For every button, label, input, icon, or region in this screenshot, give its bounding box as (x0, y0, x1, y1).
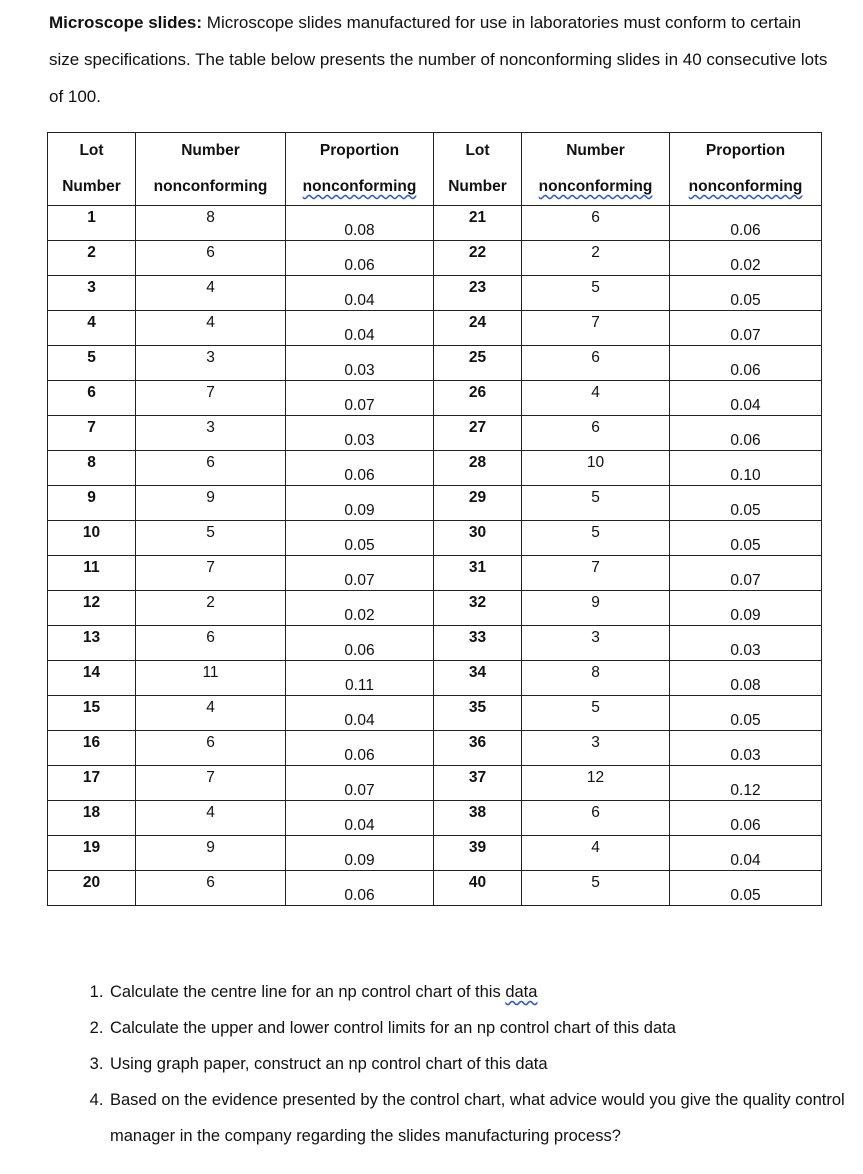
proportion-nonconforming-cell: 0.05 (670, 486, 822, 521)
number-nonconforming-cell: 6 (522, 206, 670, 241)
proportion-nonconforming-cell: 0.05 (670, 696, 822, 731)
proportion-nonconforming-cell: 0.06 (670, 206, 822, 241)
lot-number-cell: 26 (434, 381, 522, 416)
table-body (48, 206, 822, 906)
proportion-nonconforming-cell: 0.11 (286, 661, 434, 696)
question-1-underlined-word: data (505, 983, 538, 1001)
header-lot-number: Lot Number (48, 133, 136, 206)
lot-number-cell: 14 (48, 661, 136, 696)
proportion-nonconforming-cell: 0.04 (286, 801, 434, 836)
lot-number-cell: 2 (48, 241, 136, 276)
table-row (48, 276, 822, 311)
header-number-nonconforming: Number nonconforming (136, 133, 286, 206)
number-nonconforming-cell: 3 (136, 346, 286, 381)
table-header-row (48, 133, 822, 206)
number-nonconforming-cell: 4 (136, 311, 286, 346)
proportion-nonconforming-cell: 0.07 (286, 766, 434, 801)
proportion-nonconforming-cell: 0.09 (286, 836, 434, 871)
lot-number-cell: 9 (48, 486, 136, 521)
table-row (48, 521, 822, 556)
table-row (48, 486, 822, 521)
proportion-nonconforming-cell: 0.03 (670, 731, 822, 766)
proportion-nonconforming-cell: 0.05 (286, 521, 434, 556)
number-nonconforming-cell: 8 (136, 206, 286, 241)
proportion-nonconforming-cell: 0.08 (286, 206, 434, 241)
lot-number-cell: 39 (434, 836, 522, 871)
lot-number-cell: 37 (434, 766, 522, 801)
lot-number-cell: 25 (434, 346, 522, 381)
number-nonconforming-cell: 9 (136, 836, 286, 871)
slides-table (47, 132, 822, 906)
proportion-nonconforming-cell: 0.06 (670, 801, 822, 836)
number-nonconforming-cell: 10 (522, 451, 670, 486)
lot-number-cell: 20 (48, 871, 136, 906)
lot-number-cell: 8 (48, 451, 136, 486)
lot-number-cell: 21 (434, 206, 522, 241)
lot-number-cell: 1 (48, 206, 136, 241)
number-nonconforming-cell: 4 (136, 801, 286, 836)
lot-number-cell: 29 (434, 486, 522, 521)
number-nonconforming-cell: 4 (522, 381, 670, 416)
proportion-nonconforming-cell: 0.03 (286, 416, 434, 451)
number-nonconforming-cell: 3 (522, 731, 670, 766)
question-item: 2. Calculate the upper and lower control limits for an np control chart of this data (108, 1010, 863, 1046)
table-row (48, 731, 822, 766)
table-row (48, 626, 822, 661)
proportion-nonconforming-cell: 0.05 (670, 871, 822, 906)
lot-number-cell: 36 (434, 731, 522, 766)
question-item: 3. Using graph paper, construct an np control chart of this data (108, 1046, 863, 1082)
table-row (48, 591, 822, 626)
number-nonconforming-cell: 4 (522, 836, 670, 871)
table-row (48, 766, 822, 801)
lot-number-cell: 31 (434, 556, 522, 591)
lot-number-cell: 38 (434, 801, 522, 836)
table-row (48, 451, 822, 486)
number-nonconforming-cell: 7 (136, 766, 286, 801)
number-nonconforming-cell: 4 (136, 696, 286, 731)
proportion-nonconforming-cell: 0.04 (670, 836, 822, 871)
proportion-nonconforming-cell: 0.02 (670, 241, 822, 276)
question-list (80, 974, 863, 1154)
lot-number-cell: 11 (48, 556, 136, 591)
table-row (48, 801, 822, 836)
lot-number-cell: 19 (48, 836, 136, 871)
table-row (48, 346, 822, 381)
proportion-nonconforming-cell: 0.03 (670, 626, 822, 661)
lot-number-cell: 12 (48, 591, 136, 626)
number-nonconforming-cell: 6 (522, 416, 670, 451)
number-nonconforming-cell: 9 (136, 486, 286, 521)
number-nonconforming-cell: 4 (136, 276, 286, 311)
number-nonconforming-cell: 2 (522, 241, 670, 276)
lot-number-cell: 33 (434, 626, 522, 661)
table-row (48, 836, 822, 871)
lot-number-cell: 3 (48, 276, 136, 311)
number-nonconforming-cell: 7 (136, 556, 286, 591)
lot-number-cell: 23 (434, 276, 522, 311)
number-nonconforming-cell: 2 (136, 591, 286, 626)
number-nonconforming-cell: 6 (136, 731, 286, 766)
proportion-nonconforming-cell: 0.04 (286, 696, 434, 731)
number-nonconforming-cell: 7 (136, 381, 286, 416)
number-nonconforming-cell: 3 (136, 416, 286, 451)
number-nonconforming-cell: 6 (136, 241, 286, 276)
header-proportion-nonconforming-2: Proportion nonconforming (670, 133, 822, 206)
number-nonconforming-cell: 9 (522, 591, 670, 626)
proportion-nonconforming-cell: 0.06 (286, 871, 434, 906)
table-row (48, 311, 822, 346)
intro-bold-label: Microscope slides: (49, 13, 203, 32)
proportion-nonconforming-cell: 0.12 (670, 766, 822, 801)
table-row (48, 381, 822, 416)
proportion-nonconforming-cell: 0.04 (286, 311, 434, 346)
number-nonconforming-cell: 5 (522, 696, 670, 731)
intro-text: Microscope slides manufactured for use in laboratories must conform to certain size specifications. The table below presents the number of nonconforming slides in 40 consecutive lots of 100. (49, 13, 828, 106)
header-proportion-nonconforming: Proportion nonconforming (286, 133, 434, 206)
proportion-nonconforming-cell: 0.06 (286, 626, 434, 661)
number-nonconforming-cell: 11 (136, 661, 286, 696)
number-nonconforming-cell: 5 (522, 521, 670, 556)
proportion-nonconforming-cell: 0.07 (286, 556, 434, 591)
table-row (48, 661, 822, 696)
proportion-nonconforming-cell: 0.09 (670, 591, 822, 626)
lot-number-cell: 4 (48, 311, 136, 346)
proportion-nonconforming-cell: 0.04 (286, 276, 434, 311)
proportion-nonconforming-cell: 0.07 (670, 556, 822, 591)
number-nonconforming-cell: 6 (136, 626, 286, 661)
proportion-nonconforming-cell: 0.08 (670, 661, 822, 696)
proportion-nonconforming-cell: 0.02 (286, 591, 434, 626)
lot-number-cell: 7 (48, 416, 136, 451)
proportion-nonconforming-cell: 0.06 (286, 731, 434, 766)
proportion-nonconforming-cell: 0.05 (670, 521, 822, 556)
proportion-nonconforming-cell: 0.05 (670, 276, 822, 311)
number-nonconforming-cell: 5 (522, 276, 670, 311)
number-nonconforming-cell: 3 (522, 626, 670, 661)
number-nonconforming-cell: 6 (136, 451, 286, 486)
table-row (48, 696, 822, 731)
number-nonconforming-cell: 5 (136, 521, 286, 556)
question-item: 4. Based on the evidence presented by the control chart, what advice would you give the quality control manager in the company regarding the slides manufacturing process? (108, 1082, 863, 1154)
proportion-nonconforming-cell: 0.09 (286, 486, 434, 521)
lot-number-cell: 13 (48, 626, 136, 661)
number-nonconforming-cell: 8 (522, 661, 670, 696)
proportion-nonconforming-cell: 0.10 (670, 451, 822, 486)
header-number-nonconforming-2: Number nonconforming (522, 133, 670, 206)
question-item: 1. Calculate the centre line for an np control chart of this data (108, 974, 863, 1010)
lot-number-cell: 5 (48, 346, 136, 381)
table-row (48, 871, 822, 906)
lot-number-cell: 35 (434, 696, 522, 731)
table-row (48, 416, 822, 451)
intro-paragraph (49, 4, 829, 115)
proportion-nonconforming-cell: 0.04 (670, 381, 822, 416)
lot-number-cell: 22 (434, 241, 522, 276)
lot-number-cell: 24 (434, 311, 522, 346)
lot-number-cell: 32 (434, 591, 522, 626)
number-nonconforming-cell: 6 (522, 801, 670, 836)
number-nonconforming-cell: 12 (522, 766, 670, 801)
proportion-nonconforming-cell: 0.03 (286, 346, 434, 381)
lot-number-cell: 27 (434, 416, 522, 451)
lot-number-cell: 10 (48, 521, 136, 556)
lot-number-cell: 18 (48, 801, 136, 836)
lot-number-cell: 16 (48, 731, 136, 766)
number-nonconforming-cell: 7 (522, 556, 670, 591)
number-nonconforming-cell: 5 (522, 871, 670, 906)
lot-number-cell: 34 (434, 661, 522, 696)
lot-number-cell: 15 (48, 696, 136, 731)
table-row (48, 556, 822, 591)
number-nonconforming-cell: 7 (522, 311, 670, 346)
lot-number-cell: 6 (48, 381, 136, 416)
proportion-nonconforming-cell: 0.06 (286, 241, 434, 276)
number-nonconforming-cell: 6 (522, 346, 670, 381)
lot-number-cell: 28 (434, 451, 522, 486)
table-row (48, 241, 822, 276)
lot-number-cell: 17 (48, 766, 136, 801)
header-lot-number-2: Lot Number (434, 133, 522, 206)
proportion-nonconforming-cell: 0.06 (670, 346, 822, 381)
table-row (48, 206, 822, 241)
proportion-nonconforming-cell: 0.07 (286, 381, 434, 416)
number-nonconforming-cell: 6 (136, 871, 286, 906)
lot-number-cell: 40 (434, 871, 522, 906)
proportion-nonconforming-cell: 0.06 (670, 416, 822, 451)
number-nonconforming-cell: 5 (522, 486, 670, 521)
proportion-nonconforming-cell: 0.06 (286, 451, 434, 486)
lot-number-cell: 30 (434, 521, 522, 556)
proportion-nonconforming-cell: 0.07 (670, 311, 822, 346)
